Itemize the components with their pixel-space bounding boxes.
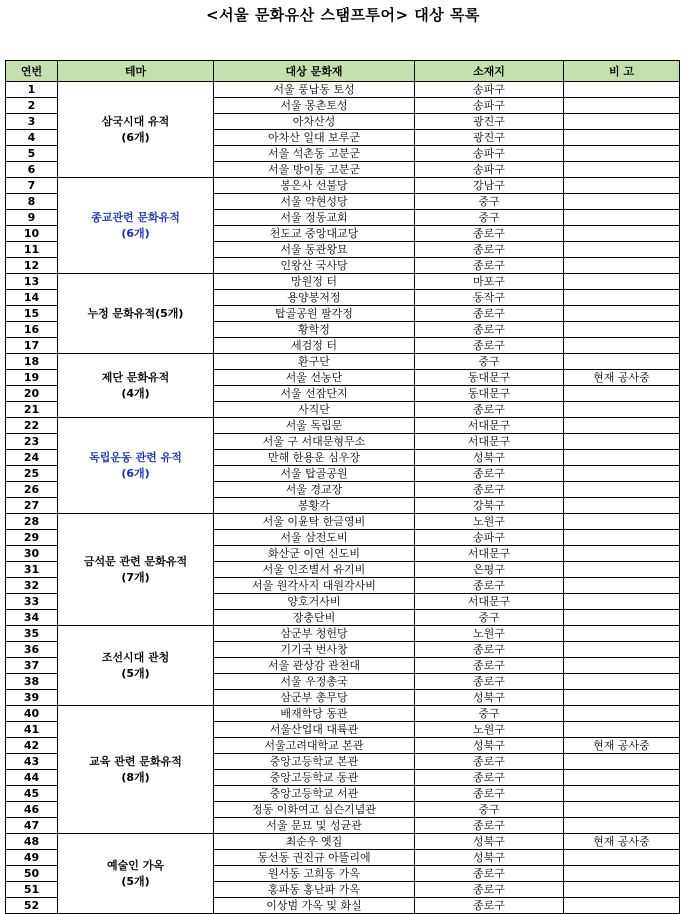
location: 성북구 [415, 690, 564, 706]
row-number: 19 [6, 370, 58, 386]
table-row [6, 418, 680, 434]
heritage-name: 아차산성 [214, 114, 415, 130]
note [564, 434, 680, 450]
theme-count: (6개) [121, 226, 150, 240]
heritage-name: 서울산업대 대륙관 [214, 722, 415, 738]
theme-cell [58, 418, 214, 514]
location: 중구 [415, 802, 564, 818]
row-number: 42 [6, 738, 58, 754]
heritage-name: 서울 몽촌토성 [214, 98, 415, 114]
location: 송파구 [415, 530, 564, 546]
row-number: 17 [6, 338, 58, 354]
theme-cell [58, 626, 214, 706]
heritage-name: 서울 정동교회 [214, 210, 415, 226]
note [564, 898, 680, 914]
table-row [6, 834, 680, 850]
note [564, 354, 680, 370]
row-number: 44 [6, 770, 58, 786]
heritage-name: 서울 이윤탁 한글영비 [214, 514, 415, 530]
location: 중구 [415, 706, 564, 722]
heritage-name: 아차산 일대 보루군 [214, 130, 415, 146]
location: 동작구 [415, 290, 564, 306]
heritage-name: 용양봉저정 [214, 290, 415, 306]
location: 종로구 [415, 466, 564, 482]
note [564, 130, 680, 146]
location: 종로구 [415, 482, 564, 498]
heritage-name: 만해 한용운 심우장 [214, 450, 415, 466]
location: 동대문구 [415, 386, 564, 402]
heritage-name: 탑골공원 팔각정 [214, 306, 415, 322]
heritage-name: 봉황각 [214, 498, 415, 514]
note [564, 146, 680, 162]
heritage-name: 봉은사 선불당 [214, 178, 415, 194]
row-number: 47 [6, 818, 58, 834]
theme-label: 예술인 가옥 [107, 858, 164, 872]
note [564, 210, 680, 226]
note [564, 610, 680, 626]
row-number: 49 [6, 850, 58, 866]
note [564, 786, 680, 802]
note [564, 514, 680, 530]
row-number: 24 [6, 450, 58, 466]
row-number: 5 [6, 146, 58, 162]
note [564, 642, 680, 658]
heritage-name: 환구단 [214, 354, 415, 370]
theme-label: 금석문 관련 문화유적 [83, 554, 188, 568]
location: 동대문구 [415, 370, 564, 386]
heritage-name: 서울 삼전도비 [214, 530, 415, 546]
heritage-name: 배재학당 동관 [214, 706, 415, 722]
row-number: 18 [6, 354, 58, 370]
note [564, 194, 680, 210]
note [564, 162, 680, 178]
row-number: 35 [6, 626, 58, 642]
note [564, 258, 680, 274]
location: 송파구 [415, 162, 564, 178]
theme-label: 제단 문화유적 [101, 370, 170, 384]
row-number: 30 [6, 546, 58, 562]
row-number: 10 [6, 226, 58, 242]
note [564, 338, 680, 354]
row-number: 31 [6, 562, 58, 578]
heritage-name: 중앙고등학교 서관 [214, 786, 415, 802]
note [564, 498, 680, 514]
location: 광진구 [415, 130, 564, 146]
table-row [6, 706, 680, 722]
location: 종로구 [415, 770, 564, 786]
location: 서대문구 [415, 594, 564, 610]
location: 종로구 [415, 402, 564, 418]
heritage-name: 기기국 번사창 [214, 642, 415, 658]
location: 종로구 [415, 674, 564, 690]
row-number: 15 [6, 306, 58, 322]
note [564, 802, 680, 818]
theme-cell [58, 82, 214, 178]
heritage-name: 중앙고등학교 동관 [214, 770, 415, 786]
location: 종로구 [415, 866, 564, 882]
location: 중구 [415, 194, 564, 210]
heritage-name: 양호거사비 [214, 594, 415, 610]
note [564, 706, 680, 722]
note [564, 178, 680, 194]
heritage-name: 인왕산 국사당 [214, 258, 415, 274]
location: 강북구 [415, 498, 564, 514]
header-theme: 테마 [58, 61, 214, 82]
theme-count: (4개) [121, 386, 150, 400]
note [564, 82, 680, 98]
heritage-name: 서울 관상감 관천대 [214, 658, 415, 674]
note: 현재 공사중 [564, 834, 680, 850]
table-row [6, 514, 680, 530]
row-number: 1 [6, 82, 58, 98]
theme-cell [58, 178, 214, 274]
note [564, 530, 680, 546]
page-title: <서울 문화유산 스탬프투어> 대상 목록 [206, 6, 480, 24]
row-number: 40 [6, 706, 58, 722]
row-number: 9 [6, 210, 58, 226]
theme-label: 누정 문화유적(5개) [87, 306, 184, 320]
row-number: 6 [6, 162, 58, 178]
location: 성북구 [415, 850, 564, 866]
row-number: 13 [6, 274, 58, 290]
heritage-name: 동선동 권진규 아뜰리에 [214, 850, 415, 866]
theme-count: (5개) [121, 666, 150, 680]
note [564, 690, 680, 706]
heritage-name: 삼군부 총무당 [214, 690, 415, 706]
location: 종로구 [415, 658, 564, 674]
location: 중구 [415, 210, 564, 226]
theme-cell [58, 706, 214, 834]
note [564, 866, 680, 882]
row-number: 29 [6, 530, 58, 546]
location: 노원구 [415, 514, 564, 530]
row-number: 39 [6, 690, 58, 706]
header-heritage: 대상 문화재 [214, 61, 415, 82]
heritage-name: 서울 우정총국 [214, 674, 415, 690]
heritage-name: 황학정 [214, 322, 415, 338]
note [564, 754, 680, 770]
heritage-name: 서울 선농단 [214, 370, 415, 386]
location: 은평구 [415, 562, 564, 578]
table-row [6, 82, 680, 98]
note [564, 722, 680, 738]
location: 중구 [415, 354, 564, 370]
location: 송파구 [415, 98, 564, 114]
table-header-row [6, 61, 680, 82]
location: 종로구 [415, 226, 564, 242]
note [564, 594, 680, 610]
location: 종로구 [415, 242, 564, 258]
heritage-name: 장충단비 [214, 610, 415, 626]
location: 노원구 [415, 626, 564, 642]
note: 현재 공사중 [564, 738, 680, 754]
row-number: 50 [6, 866, 58, 882]
heritage-name: 서울 인조별서 유기비 [214, 562, 415, 578]
location: 서대문구 [415, 434, 564, 450]
row-number: 11 [6, 242, 58, 258]
heritage-name: 서울 풍납동 토성 [214, 82, 415, 98]
note [564, 674, 680, 690]
theme-cell [58, 514, 214, 626]
row-number: 45 [6, 786, 58, 802]
heritage-name: 서울 방이동 고분군 [214, 162, 415, 178]
note [564, 402, 680, 418]
note [564, 274, 680, 290]
note [564, 290, 680, 306]
row-number: 7 [6, 178, 58, 194]
row-number: 22 [6, 418, 58, 434]
row-number: 25 [6, 466, 58, 482]
heritage-name: 천도교 중앙대교당 [214, 226, 415, 242]
note [564, 626, 680, 642]
note [564, 658, 680, 674]
location: 종로구 [415, 754, 564, 770]
note [564, 450, 680, 466]
row-number: 32 [6, 578, 58, 594]
heritage-name: 삼군부 청헌당 [214, 626, 415, 642]
location: 마포구 [415, 274, 564, 290]
heritage-name: 서울 독립문 [214, 418, 415, 434]
theme-count: (7개) [121, 570, 150, 584]
theme-cell [58, 834, 214, 914]
note [564, 882, 680, 898]
theme-count: (6개) [121, 466, 150, 480]
note [564, 226, 680, 242]
location: 종로구 [415, 898, 564, 914]
theme-label: 조선시대 관청 [101, 650, 170, 664]
row-number: 41 [6, 722, 58, 738]
theme-count: (8개) [121, 770, 150, 784]
location: 성북구 [415, 834, 564, 850]
theme-label: 삼국시대 유적 [101, 114, 170, 128]
table-row [6, 354, 680, 370]
location: 종로구 [415, 642, 564, 658]
theme-count: (6개) [121, 130, 150, 144]
note [564, 466, 680, 482]
row-number: 38 [6, 674, 58, 690]
row-number: 8 [6, 194, 58, 210]
heritage-name: 서울 석촌동 고분군 [214, 146, 415, 162]
row-number: 16 [6, 322, 58, 338]
location: 종로구 [415, 578, 564, 594]
heritage-name: 서울 탑골공원 [214, 466, 415, 482]
row-number: 34 [6, 610, 58, 626]
note [564, 818, 680, 834]
location: 성북구 [415, 738, 564, 754]
heritage-name: 화산군 이연 신도비 [214, 546, 415, 562]
note [564, 242, 680, 258]
note [564, 322, 680, 338]
location: 중구 [415, 610, 564, 626]
heritage-name: 망원정 터 [214, 274, 415, 290]
note [564, 306, 680, 322]
location: 종로구 [415, 322, 564, 338]
theme-count: (5개) [121, 874, 150, 888]
row-number: 27 [6, 498, 58, 514]
note [564, 578, 680, 594]
theme-label: 독립운동 관련 유적 [89, 450, 182, 464]
heritage-name: 서울 동관왕묘 [214, 242, 415, 258]
row-number: 43 [6, 754, 58, 770]
table-body [6, 82, 680, 914]
row-number: 26 [6, 482, 58, 498]
theme-cell [58, 354, 214, 418]
heritage-name: 정동 이화여고 심슨기념관 [214, 802, 415, 818]
location: 종로구 [415, 818, 564, 834]
location: 광진구 [415, 114, 564, 130]
note [564, 546, 680, 562]
table-row [6, 178, 680, 194]
row-number: 3 [6, 114, 58, 130]
note [564, 482, 680, 498]
location: 노원구 [415, 722, 564, 738]
row-number: 48 [6, 834, 58, 850]
heritage-name: 세검정 터 [214, 338, 415, 354]
theme-cell [58, 274, 214, 354]
location: 종로구 [415, 786, 564, 802]
location: 종로구 [415, 882, 564, 898]
note [564, 98, 680, 114]
theme-label: 종교관련 문화유적 [91, 210, 180, 224]
heritage-name: 이상범 가옥 및 화실 [214, 898, 415, 914]
row-number: 2 [6, 98, 58, 114]
heritage-name: 서울 선잠단지 [214, 386, 415, 402]
header-no: 연번 [6, 61, 58, 82]
location: 송파구 [415, 82, 564, 98]
row-number: 51 [6, 882, 58, 898]
location: 송파구 [415, 146, 564, 162]
location: 성북구 [415, 450, 564, 466]
note [564, 418, 680, 434]
row-number: 52 [6, 898, 58, 914]
row-number: 33 [6, 594, 58, 610]
note [564, 562, 680, 578]
row-number: 12 [6, 258, 58, 274]
heritage-name: 중앙고등학교 본관 [214, 754, 415, 770]
heritage-name: 서울 원각사지 대원각사비 [214, 578, 415, 594]
row-number: 21 [6, 402, 58, 418]
heritage-name: 사직단 [214, 402, 415, 418]
header-note: 비 고 [564, 61, 680, 82]
heritage-name: 서울 경교장 [214, 482, 415, 498]
table-row [6, 626, 680, 642]
location: 종로구 [415, 258, 564, 274]
table-row [6, 274, 680, 290]
row-number: 28 [6, 514, 58, 530]
note [564, 850, 680, 866]
note: 현재 공사중 [564, 370, 680, 386]
row-number: 4 [6, 130, 58, 146]
note [564, 770, 680, 786]
heritage-name: 서울고려대학교 본관 [214, 738, 415, 754]
location: 서대문구 [415, 546, 564, 562]
location: 종로구 [415, 306, 564, 322]
heritage-name: 서울 약현성당 [214, 194, 415, 210]
row-number: 36 [6, 642, 58, 658]
note [564, 386, 680, 402]
row-number: 23 [6, 434, 58, 450]
heritage-name: 서울 구 서대문형무소 [214, 434, 415, 450]
header-location: 소재지 [415, 61, 564, 82]
heritage-name: 홍파동 홍난파 가옥 [214, 882, 415, 898]
heritage-name: 최순우 옛집 [214, 834, 415, 850]
row-number: 14 [6, 290, 58, 306]
location: 강남구 [415, 178, 564, 194]
location: 서대문구 [415, 418, 564, 434]
heritage-name: 원서동 고희동 가옥 [214, 866, 415, 882]
heritage-table [5, 60, 680, 914]
heritage-name: 서울 문묘 및 성균관 [214, 818, 415, 834]
row-number: 46 [6, 802, 58, 818]
row-number: 20 [6, 386, 58, 402]
theme-label: 교육 관련 문화유적 [89, 754, 182, 768]
location: 종로구 [415, 338, 564, 354]
row-number: 37 [6, 658, 58, 674]
note [564, 114, 680, 130]
